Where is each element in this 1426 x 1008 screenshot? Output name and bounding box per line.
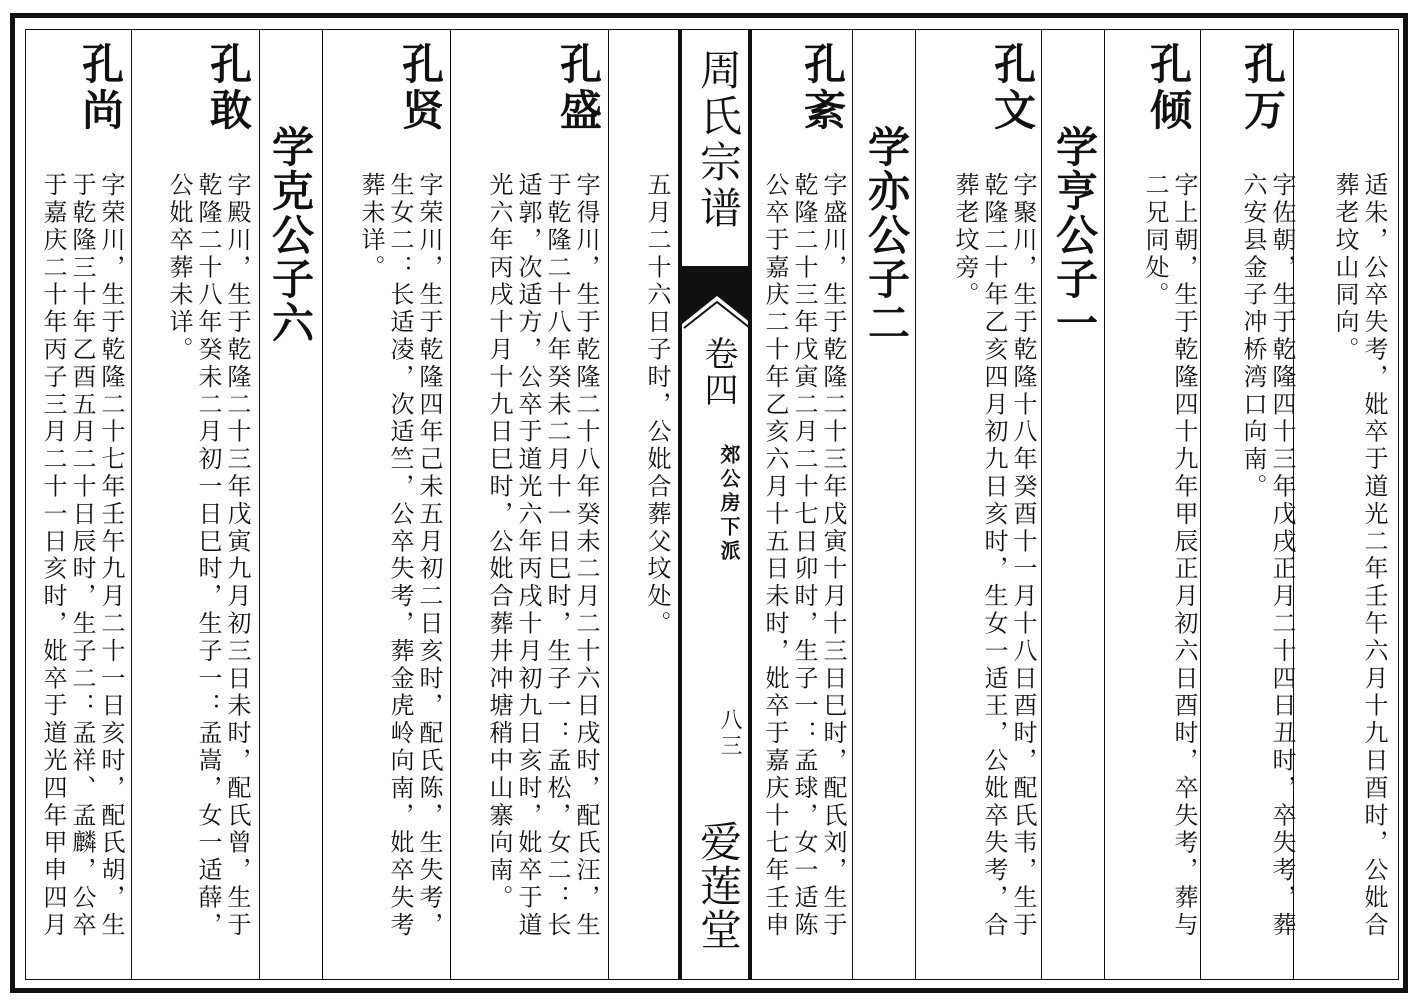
column-divider [608,29,609,980]
hall-name: 爱莲堂 [694,820,743,952]
column-divider [1200,29,1201,980]
column-divider [450,29,451,980]
genealogy-entry-text: 字荣川，生于乾隆四年己未五月初二日亥时，配氏陈，生失考， 生女二：长适凌，次适竺，公卒失考，葬金虎岭向南，妣卒失考 葬未详。 [357,172,443,940]
person-name: 孔敢 [204,42,253,134]
column-divider [852,29,853,980]
person-name: 孔尚 [76,42,125,134]
column-divider [1104,29,1105,980]
column-divider [1041,29,1042,980]
column-divider [915,29,916,980]
branch-label: 郊公房下派 [717,444,741,564]
genealogy-entry-text: 字盛川，生于乾隆二十三年戊寅十月十三日巳时，配氏刘，生于 乾隆二十三年戊寅二月二十七日卯时，生子一：孟球，女一适陈 公卒于嘉庆二十年乙亥六月十五日未时，妣卒于嘉庆十七年壬申 [761,172,847,940]
volume-label: 卷四 [698,336,738,408]
genealogy-entry-text: 字聚川，生于乾隆十八年癸酉十一月十八日酉时，配氏韦，生于 乾隆二十年乙亥四月初九日亥时，生女一适王，公妣卒失考，合 葬老坟旁。 [951,172,1037,940]
person-name: 孔紊 [798,42,847,134]
fishtail-mark [682,266,752,336]
person-name: 孔文 [988,42,1037,134]
person-name: 孔盛 [554,42,603,134]
page-number: 八三 [717,708,742,760]
book-title: 周氏宗谱 [694,48,743,232]
person-name: 孔贤 [396,42,445,134]
family-heading: 学克公子六 [266,125,315,345]
column-divider [131,29,132,980]
genealogy-entry-text: 适朱，公卒失考，妣卒于道光二年壬午六月十九日酉时，公妣合 葬老坟山同向。 [1331,172,1388,940]
genealogy-entry-text: 五月二十六日子时，公妣合葬父坟处。 [643,172,671,638]
genealogy-entry-text: 字得川，生于乾隆二十八年癸未二月二十六日戌时，配氏汪，生 于乾隆二十八年癸未二月十一日巳时，生子一：孟松，女二：长 适郭，次适方，公卒于道光六年丙戌十月初九日亥时，妣卒于道 光六年丙戌十月十九日巳时，公妣合葬井冲塘稍中山寨向南。 [485,172,600,940]
genealogy-entry-text: 字佐朝，生于乾隆四十三年戊戌正月二十四日丑时，卒失考，葬 六安县金子冲桥湾口向南。 [1239,172,1296,940]
genealogy-entry-text: 字荣川，生于乾隆二十七年壬午九月二十一日亥时，配氏胡，生 于乾隆三十年乙酉五月二十日辰时，生子二：孟祥、孟麟，公卒 于嘉庆二十年丙子三月二十一日亥时，妣卒于道光四年甲申四月 [39,172,125,940]
genealogy-entry-text: 字上朝，生于乾隆四十九年甲辰正月初六日酉时，卒失考，葬与 二兄同处。 [1141,172,1198,940]
family-heading: 学亨公子一 [1050,125,1099,345]
column-divider [259,29,260,980]
column-divider [322,29,323,980]
person-name: 孔倾 [1144,42,1193,134]
family-heading: 学亦公子二 [862,125,911,345]
person-name: 孔万 [1238,42,1287,134]
genealogy-entry-text: 字殿川，生于乾隆二十三年戊寅九月初三日未时，配氏曾，生于 乾隆二十八年癸未二月初一日巳时，生子一：孟嵩，女一适薛， 公妣卒葬未详。 [165,172,251,940]
